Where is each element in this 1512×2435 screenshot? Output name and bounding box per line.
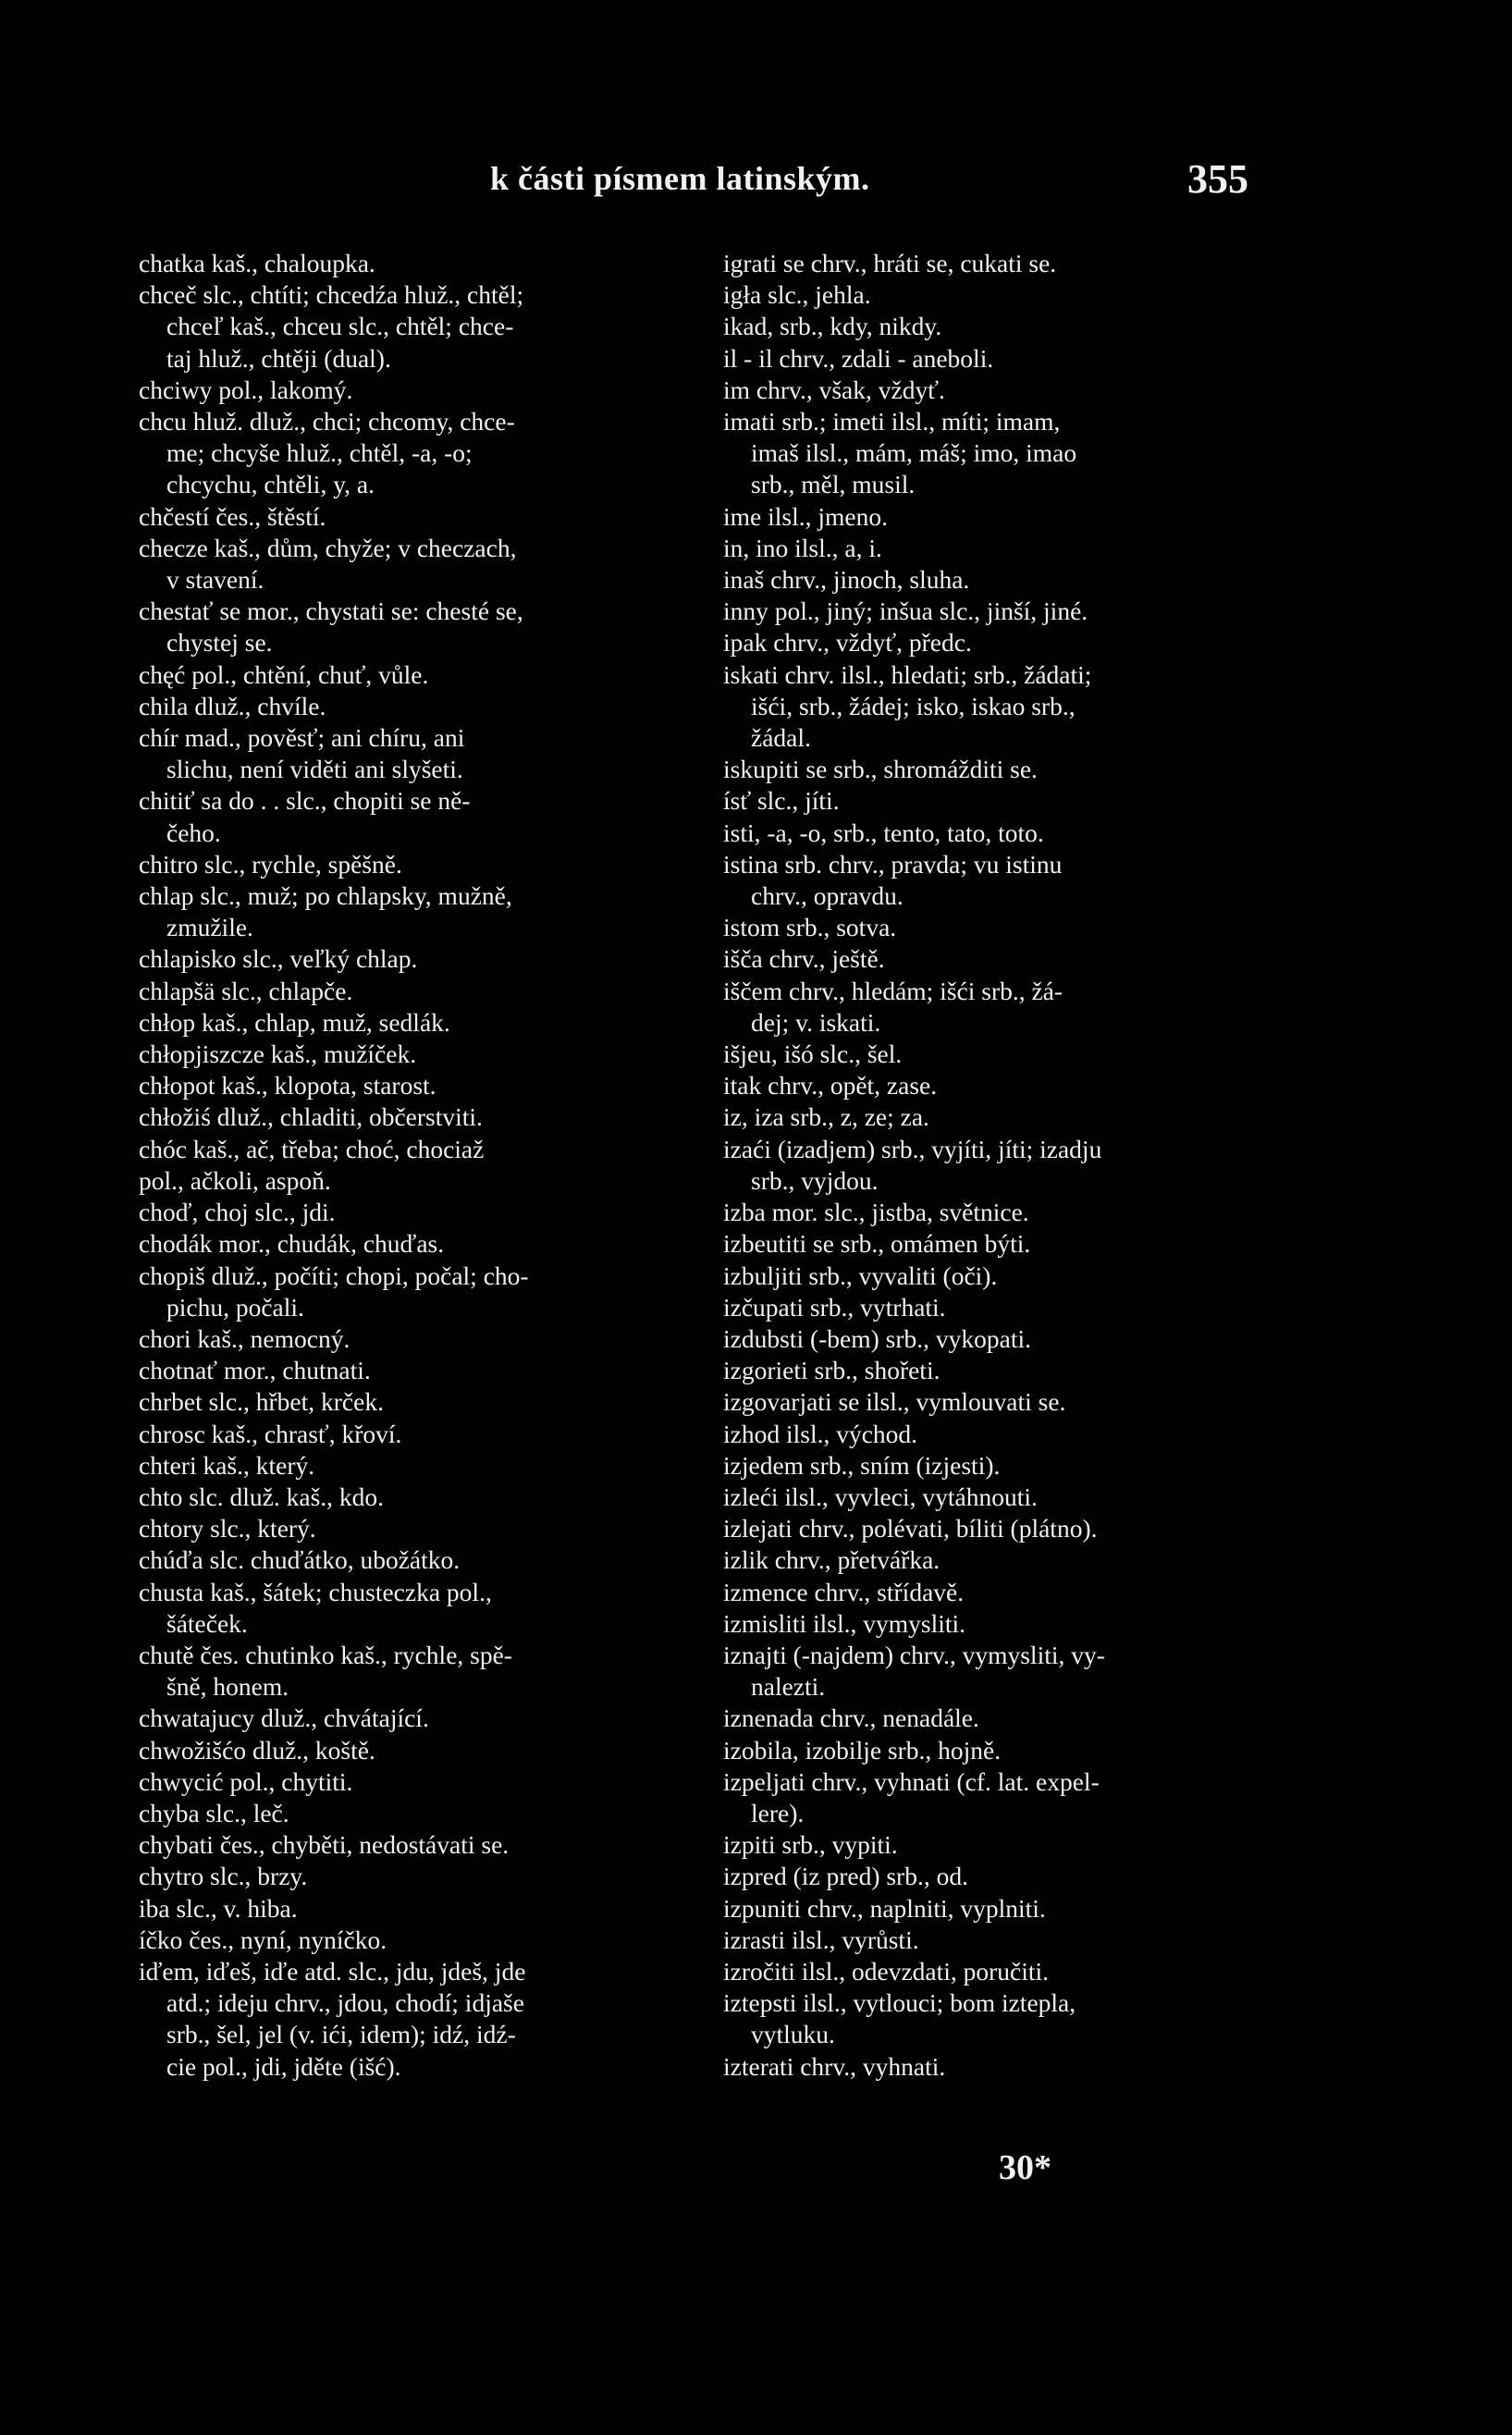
- line-text: izmisliti ilsl., vymysliti.: [723, 1608, 966, 1638]
- line-text: izlejati chrv., polévati, bíliti (plátno).: [723, 1514, 1098, 1543]
- dictionary-line: [723, 785, 1260, 817]
- dictionary-line: [139, 1544, 680, 1576]
- line-text: iz, iza srb., z, ze; za.: [723, 1102, 929, 1132]
- dictionary-line: [723, 1165, 1260, 1197]
- line-text: izobila, izobilje srb., hojně.: [723, 1735, 1002, 1765]
- line-text: iba slc., v. hiba.: [139, 1893, 298, 1923]
- line-text: chrv., opravdu.: [751, 881, 904, 911]
- line-text: chrbet slc., hřbet, krček.: [139, 1387, 384, 1417]
- line-text: chłožiś dluž., chladiti, občerstviti.: [139, 1102, 483, 1132]
- line-text: šáteček.: [166, 1608, 248, 1638]
- dictionary-line: [139, 1766, 680, 1798]
- dictionary-line: [723, 1292, 1260, 1323]
- line-text: chciwy pol., lakomý.: [139, 375, 353, 404]
- line-text: igrati se chrv., hráti se, cukati se.: [723, 249, 1057, 277]
- line-text: chceľ kaš., chceu slc., chtěl; chce-: [166, 312, 514, 341]
- page-header: [139, 156, 1248, 215]
- line-text: izleći ilsl., vyvleci, vytáhnouti.: [723, 1482, 1038, 1511]
- dictionary-line: [139, 1197, 680, 1228]
- dictionary-line: [139, 2051, 680, 2083]
- dictionary-line: [723, 1070, 1260, 1101]
- line-text: checze kaš., dům, chyže; v checzach,: [139, 533, 517, 562]
- dictionary-line: [139, 912, 680, 943]
- line-text: chrosc kaš., chrasť, křoví.: [139, 1419, 402, 1448]
- dictionary-line: [139, 1355, 680, 1386]
- line-text: izba mor. slc., jistba, světnice.: [723, 1198, 1029, 1227]
- line-text: chori kaš., nemocný.: [139, 1323, 350, 1353]
- line-text: izmence chrv., střídavě.: [723, 1577, 965, 1606]
- line-text: chwožišćo dluž., koště.: [139, 1735, 375, 1765]
- line-text: ísť slc., jíti.: [723, 786, 840, 816]
- dictionary-line: [723, 1419, 1260, 1450]
- dictionary-line: [139, 1640, 680, 1671]
- line-text: in, ino ilsl., a, i.: [723, 533, 882, 562]
- dictionary-line: [723, 1544, 1260, 1576]
- dictionary-line: [139, 1323, 680, 1355]
- dictionary-line: [723, 1261, 1260, 1292]
- line-text: istina srb. chrv., pravda; vu istinu: [723, 849, 1063, 879]
- dictionary-line: [723, 659, 1260, 691]
- line-text: izpeljati chrv., vyhnati (cf. lat. expel-: [723, 1766, 1100, 1796]
- line-text: ipak chrv., vždyť, předc.: [723, 628, 972, 658]
- line-text: chybati čes., chyběti, nedostávati se.: [139, 1830, 510, 1860]
- line-text: srb., vyjdou.: [751, 1165, 879, 1195]
- line-text: chusta kaš., šátek; chusteczka pol.,: [139, 1577, 492, 1606]
- line-text: chotnať mor., chutnati.: [139, 1356, 371, 1385]
- dictionary-line: [723, 722, 1260, 754]
- dictionary-line: [723, 849, 1260, 880]
- dictionary-line: [723, 1798, 1260, 1829]
- dictionary-line: [139, 533, 680, 564]
- line-text: iztepsti ilsl., vytlouci; bom iztepla,: [723, 1988, 1076, 2018]
- line-text: išjeu, išó slc., šel.: [723, 1039, 903, 1069]
- dictionary-line: [723, 880, 1260, 912]
- dictionary-line: [723, 311, 1260, 342]
- dictionary-line: [139, 406, 680, 437]
- dictionary-line: [139, 691, 680, 722]
- line-text: chcychu, chtěli, y, a.: [166, 470, 375, 499]
- line-text: izterati chrv., vyhnati.: [723, 2051, 946, 2081]
- line-text: chestať se mor., chystati se: chesté se,: [139, 596, 523, 626]
- line-text: chitro slc., rychle, spěšně.: [139, 849, 402, 879]
- line-text: imaš ilsl., mám, máš; imo, imao: [751, 438, 1077, 468]
- dictionary-line: [139, 976, 680, 1007]
- line-text: chlapšä slc., chlapče.: [139, 976, 353, 1005]
- dictionary-line: [723, 1513, 1260, 1544]
- line-text: iskati chrv. ilsl., hledati; srb., žádati;: [723, 659, 1092, 689]
- dictionary-line: [139, 1134, 680, 1165]
- dictionary-line: [723, 943, 1260, 975]
- dictionary-line: [723, 691, 1260, 722]
- line-text: chytro slc., brzy.: [139, 1862, 308, 1891]
- dictionary-line: [723, 501, 1260, 533]
- dictionary-line: [723, 343, 1260, 375]
- dictionary-line: [139, 501, 680, 533]
- dictionary-line: [139, 1261, 680, 1292]
- line-text: chóc kaš., ač, třeba; choć, chociaž: [139, 1134, 485, 1163]
- line-text: inny pol., jiný; inšua slc., jinší, jiné.: [723, 596, 1088, 626]
- dictionary-line: [723, 564, 1260, 596]
- line-text: izhod ilsl., východ.: [723, 1419, 918, 1448]
- line-text: čeho.: [166, 818, 221, 847]
- line-text: išći, srb., žádej; isko, iskao srb.,: [751, 691, 1076, 720]
- dictionary-line: [723, 1197, 1260, 1228]
- line-text: iďem, iďeš, iďe atd. slc., jdu, jdeš, jde: [139, 1956, 526, 1986]
- line-text: slichu, není viděti ani slyšeti.: [166, 755, 463, 784]
- dictionary-line: [139, 1419, 680, 1450]
- dictionary-line: [723, 2051, 1260, 2083]
- line-text: imati srb.; imeti ilsl., míti; imam,: [723, 407, 1061, 437]
- dictionary-line: [139, 943, 680, 975]
- line-text: dej; v. iskati.: [751, 1007, 881, 1037]
- dictionary-line: [139, 375, 680, 406]
- line-text: chila dluž., chvíle.: [139, 691, 326, 720]
- line-text: iščem chrv., hledám; išći srb., žá-: [723, 976, 1063, 1005]
- line-text: v stavení.: [166, 565, 264, 595]
- line-text: chłopot kaš., klopota, starost.: [139, 1071, 436, 1101]
- line-text: chčestí čes., štěstí.: [139, 501, 326, 531]
- line-text: izlik chrv., přetvářka.: [723, 1545, 940, 1575]
- dictionary-line: [723, 1640, 1260, 1671]
- line-text: izdubsti (-bem) srb., vykopati.: [723, 1323, 1031, 1353]
- dictionary-line: [723, 1925, 1260, 1956]
- line-text: chtory slc., který.: [139, 1514, 316, 1543]
- line-text: chatka kaš., chaloupka.: [139, 249, 375, 277]
- line-text: izbuljiti srb., vyvaliti (oči).: [723, 1261, 998, 1290]
- line-text: chystej se.: [166, 628, 273, 658]
- dictionary-line: [139, 1513, 680, 1544]
- line-text: chlap slc., muž; po chlapsky, mužně,: [139, 881, 512, 911]
- dictionary-line: [723, 1956, 1260, 1987]
- dictionary-line: [139, 564, 680, 596]
- dictionary-line: [723, 1134, 1260, 1165]
- line-text: il - il chrv., zdali - aneboli.: [723, 343, 994, 373]
- dictionary-line: [139, 818, 680, 849]
- line-text: chceč slc., chtíti; chcedźa hluž., chtěl;: [139, 280, 524, 310]
- dictionary-line: [723, 1039, 1260, 1070]
- dictionary-line: [139, 1671, 680, 1703]
- dictionary-line: [139, 1608, 680, 1640]
- dictionary-line: [139, 1039, 680, 1070]
- line-text: izbeutiti se srb., omámen býti.: [723, 1229, 1031, 1259]
- line-text: šně, honem.: [166, 1672, 289, 1702]
- dictionary-line: [139, 469, 680, 500]
- line-text: nalezti.: [751, 1672, 826, 1702]
- dictionary-line: [723, 437, 1260, 469]
- line-text: chłop kaš., chlap, muž, sedlák.: [139, 1007, 450, 1037]
- dictionary-line: [723, 627, 1260, 658]
- line-text: chto slc. dluž. kaš., kdo.: [139, 1482, 385, 1511]
- dictionary-line: [723, 1450, 1260, 1482]
- dictionary-line: [723, 406, 1260, 437]
- line-text: chyba slc., leč.: [139, 1798, 289, 1827]
- right-column: [723, 248, 1260, 2083]
- dictionary-line: [139, 1482, 680, 1513]
- dictionary-line: [723, 533, 1260, 564]
- line-text: chwatajucy dluž., chvátající.: [139, 1703, 429, 1733]
- dictionary-line: [139, 1829, 680, 1861]
- dictionary-line: [139, 1798, 680, 1829]
- line-text: inaš chrv., jinoch, sluha.: [723, 565, 970, 595]
- line-text: iznenada chrv., nenadále.: [723, 1703, 979, 1733]
- dictionary-line: [723, 1735, 1260, 1766]
- dictionary-line: [139, 596, 680, 627]
- dictionary-line: [723, 1861, 1260, 1892]
- line-text: chír mad., pověsť; ani chíru, ani: [139, 723, 465, 753]
- dictionary-line: [723, 1482, 1260, 1513]
- dictionary-line: [139, 343, 680, 375]
- line-text: itak chrv., opět, zase.: [723, 1071, 938, 1101]
- dictionary-line: [139, 1703, 680, 1734]
- line-text: atd.; ideju chrv., jdou, chodí; idjaše: [166, 1988, 524, 2018]
- dictionary-line: [723, 1323, 1260, 1355]
- dictionary-line: [723, 818, 1260, 849]
- dictionary-line: [139, 1450, 680, 1482]
- line-text: srb., měl, musil.: [751, 470, 916, 499]
- line-text: chutě čes. chutinko kaš., rychle, spě-: [139, 1640, 512, 1669]
- dictionary-line: [723, 375, 1260, 406]
- line-text: im chrv., však, vždyť.: [723, 375, 945, 404]
- dictionary-line: [723, 912, 1260, 943]
- line-text: izpred (iz pred) srb., od.: [723, 1862, 968, 1891]
- line-text: srb., šel, jel (v. ići, idem); idź, idź-: [166, 2020, 516, 2049]
- dictionary-line: [723, 1007, 1260, 1039]
- line-text: izaći (izadjem) srb., vyjíti, jíti; izadju: [723, 1134, 1102, 1163]
- line-text: chłopjiszcze kaš., mužíček.: [139, 1039, 417, 1069]
- line-text: pol., ačkoli, aspoň.: [139, 1165, 331, 1195]
- line-text: izrasti ilsl., vyrůsti.: [723, 1925, 919, 1954]
- dictionary-line: [139, 1956, 680, 1987]
- dictionary-line: [139, 1070, 680, 1101]
- page-number: 355: [1187, 156, 1248, 202]
- dictionary-line: [723, 1893, 1260, 1925]
- dictionary-line: [139, 1386, 680, 1418]
- dictionary-line: [139, 1925, 680, 1956]
- dictionary-line: [723, 2019, 1260, 2050]
- line-text: chteri kaš., který.: [139, 1450, 315, 1480]
- dictionary-line: [723, 469, 1260, 500]
- dictionary-line: [139, 880, 680, 912]
- line-text: chwycić pol., chytiti.: [139, 1766, 353, 1796]
- dictionary-line: [139, 1292, 680, 1323]
- line-text: lere).: [751, 1798, 805, 1827]
- line-text: chcu hluž. dluž., chci; chcomy, chce-: [139, 407, 515, 437]
- line-text: ime ilsl., jmeno.: [723, 501, 888, 531]
- dictionary-line: [139, 2019, 680, 2050]
- dictionary-line: [723, 754, 1260, 785]
- dictionary-line: [723, 596, 1260, 627]
- dictionary-line: [139, 1577, 680, 1608]
- dictionary-line: [139, 722, 680, 754]
- line-text: chlapisko slc., veľký chlap.: [139, 944, 418, 974]
- line-text: izgorieti srb., shořeti.: [723, 1356, 940, 1385]
- line-text: izpuniti chrv., naplniti, vyplniti.: [723, 1893, 1046, 1923]
- dictionary-line: [139, 849, 680, 880]
- dictionary-line: [723, 1703, 1260, 1734]
- dictionary-line: [139, 248, 680, 279]
- dictionary-line: [723, 248, 1260, 279]
- dictionary-line: [139, 311, 680, 342]
- dictionary-line: [139, 1893, 680, 1925]
- dictionary-line: [139, 279, 680, 311]
- line-text: taj hluž., chtěji (dual).: [166, 343, 391, 373]
- line-text: izčupati srb., vytrhati.: [723, 1292, 946, 1322]
- line-text: choď, choj slc., jdi.: [139, 1198, 336, 1227]
- dictionary-line: [723, 976, 1260, 1007]
- dictionary-line: [139, 1861, 680, 1892]
- dictionary-line: [139, 627, 680, 658]
- line-text: izpiti srb., vypiti.: [723, 1830, 898, 1860]
- dictionary-line: [139, 1228, 680, 1260]
- dictionary-line: [723, 1766, 1260, 1798]
- dictionary-line: [139, 1165, 680, 1197]
- dictionary-line: [723, 1987, 1260, 2019]
- dictionary-line: [723, 1101, 1260, 1133]
- line-text: chodák mor., chudák, chuďas.: [139, 1229, 445, 1259]
- dictionary-line: [139, 659, 680, 691]
- line-text: iskupiti se srb., shromážditi se.: [723, 755, 1038, 784]
- dictionary-line: [139, 1735, 680, 1766]
- dictionary-line: [139, 754, 680, 785]
- line-text: cie pol., jdi, jděte (išć).: [166, 2051, 401, 2081]
- dictionary-line: [139, 1101, 680, 1133]
- line-text: isti, -a, -o, srb., tento, tato, toto.: [723, 818, 1044, 847]
- dictionary-line: [723, 1608, 1260, 1640]
- dictionary-line: [139, 437, 680, 469]
- line-text: izročiti ilsl., odevzdati, poručiti.: [723, 1956, 1050, 1986]
- line-text: zmužile.: [166, 913, 253, 942]
- dictionary-line: [139, 1987, 680, 2019]
- printer-signature-mark: 30*: [999, 2148, 1051, 2187]
- line-text: chúďa slc. chuďátko, ubožátko.: [139, 1545, 461, 1575]
- line-text: išča chrv., ještě.: [723, 944, 885, 974]
- line-text: izjedem srb., sním (izjesti).: [723, 1450, 1001, 1480]
- dictionary-line: [139, 1007, 680, 1039]
- line-text: igła slc., jehla.: [723, 280, 871, 310]
- line-text: me; chcyše hluž., chtěl, -a, -o;: [166, 438, 473, 468]
- dictionary-line: [723, 1228, 1260, 1260]
- line-text: istom srb., sotva.: [723, 913, 897, 942]
- line-text: chitiť sa do . . slc., chopiti se ně-: [139, 786, 471, 816]
- dictionary-line: [723, 1577, 1260, 1608]
- dictionary-line: [723, 1829, 1260, 1861]
- line-text: chęć pol., chtění, chuť, vůle.: [139, 659, 429, 689]
- line-text: pichu, počali.: [166, 1292, 304, 1322]
- running-title: k části písmem latinským.: [490, 160, 870, 197]
- line-text: íčko čes., nyní, nyníčko.: [139, 1925, 387, 1954]
- dictionary-line: [139, 785, 680, 817]
- dictionary-line: [723, 279, 1260, 311]
- line-text: iznajti (-najdem) chrv., vymysliti, vy-: [723, 1640, 1105, 1669]
- dictionary-line: [723, 1386, 1260, 1418]
- line-text: chopiš dluž., počíti; chopi, počal; cho-: [139, 1261, 529, 1290]
- dictionary-line: [723, 1355, 1260, 1386]
- line-text: ikad, srb., kdy, nikdy.: [723, 312, 942, 341]
- dictionary-line: [723, 1671, 1260, 1703]
- line-text: izgovarjati se ilsl., vymlouvati se.: [723, 1387, 1066, 1417]
- line-text: žádal.: [751, 723, 811, 753]
- left-column: [139, 248, 680, 2083]
- line-text: vytluku.: [751, 2020, 835, 2049]
